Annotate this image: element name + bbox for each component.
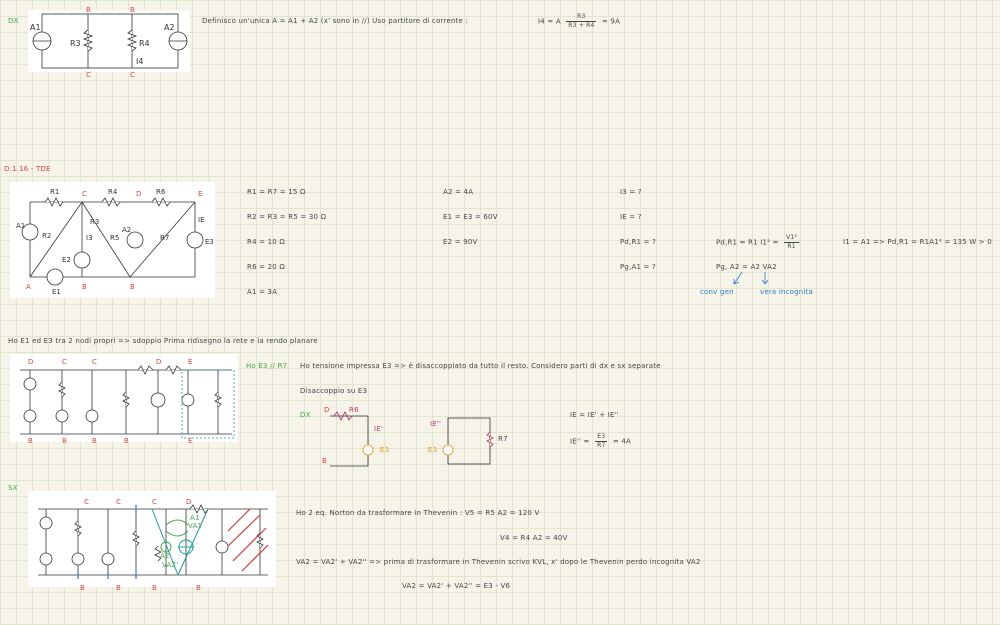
- section4-line3: VA2 = VA2' + VA2'' => prima di trasformare in Thevenin scrivo KVL, x' dopo le Thevenin perdo incognita VA2: [296, 558, 701, 566]
- param-r4: R4 = 10 Ω: [247, 238, 285, 246]
- sub2-label-e3: E3: [428, 446, 438, 454]
- section1-formula: [538, 13, 620, 30]
- fig1-label-a2: A2: [164, 23, 175, 32]
- fig4-node-c3: C: [152, 498, 158, 506]
- fig4-node-b3: B: [152, 584, 158, 592]
- formula-denominator: R3 + R4: [568, 22, 595, 29]
- eq-ie2-fraction: [595, 433, 607, 450]
- section4-line4: VA2 = VA2' + VA2'' = E3 - V6: [402, 582, 511, 590]
- section1-text: Definisco un'unica A = A1 + A2 (x' sono in //) Uso partitore di corrente :: [202, 17, 469, 25]
- circuit-drawing-1: [28, 10, 190, 72]
- fig2-label-r2: R2: [42, 232, 52, 240]
- fig4-label-a1: A1: [190, 514, 200, 522]
- section4-line1: Ho 2 eq. Norton da trasformare in Thevenin : V5 = R5 A2 = 120 V: [296, 509, 540, 517]
- fig2-label-r1: R1: [50, 188, 60, 196]
- fig4-node-b4: B: [196, 584, 202, 592]
- fig1-label-r3: R3: [70, 39, 81, 48]
- circuit-drawing-3: [10, 354, 238, 442]
- fig2-label-ie: IE: [198, 216, 205, 224]
- formula-lhs: I4 = A: [538, 17, 561, 26]
- fig4-node-c1: C: [84, 498, 90, 506]
- pd-formula-lhs: Pd,R1 = R1 I1² =: [716, 238, 782, 247]
- eq-ie2-lhs: IE'' =: [570, 437, 590, 446]
- fig1-node-b-left: B: [86, 6, 92, 14]
- fig2-node-c: C: [82, 190, 88, 198]
- section3-dx-tag: DX: [300, 411, 311, 419]
- fig1-node-c-right: C: [130, 71, 136, 79]
- pd-numerator: V1²: [786, 234, 798, 241]
- fig4-label-a2: A2: [160, 552, 170, 560]
- eq-ie2-rhs: = 4A: [612, 437, 632, 446]
- fig3-node-b4: B: [124, 437, 130, 445]
- pg-formula: Pg, A2 = A2 VA2: [716, 263, 777, 271]
- unknown-i3: I3 = ?: [620, 188, 642, 196]
- fig1-node-b-right: B: [130, 6, 136, 14]
- formula-numerator: R3: [566, 13, 596, 22]
- fig2-node-b-left: B: [82, 283, 88, 291]
- sub2-label-r7: R7: [498, 435, 508, 443]
- fig4-node-b1: B: [80, 584, 86, 592]
- unknown-ie: IE = ?: [620, 213, 642, 221]
- section2-tag: D.1.16 - TDE: [4, 165, 51, 173]
- pd-formula: [716, 234, 802, 251]
- section3-intro: Ho E1 ed E3 tra 2 nodi propri => sdoppio Prima ridisegno la rete e la rendo planare: [8, 337, 318, 345]
- fig4-node-d: D: [186, 498, 192, 506]
- fig2-label-r5: R5: [110, 234, 120, 242]
- fig4-label-va2p: VA2': [162, 561, 179, 569]
- fig3-node-b3: B: [92, 437, 98, 445]
- fig2-label-i3: I3: [86, 234, 93, 242]
- circuit-drawing-2: [10, 182, 215, 298]
- circuit-figure-1: [28, 10, 190, 72]
- param-r6: R6 = 20 Ω: [247, 263, 285, 271]
- fig1-label-i4: I4: [136, 57, 144, 66]
- fig3-node-c-left: C: [62, 358, 68, 366]
- fig4-label-va1: VA1: [188, 522, 203, 530]
- circuit-figure-2: [10, 182, 215, 298]
- fig2-label-r4: R4: [108, 188, 118, 196]
- fig3-node-c-right: C: [92, 358, 98, 366]
- fig2-label-e3: E3: [205, 238, 214, 246]
- pd-denominator: R1: [787, 243, 796, 250]
- sub1-label-r6: R6: [349, 406, 359, 414]
- fig1-label-r4: R4: [139, 39, 150, 48]
- sub1-node-d: D: [324, 406, 330, 414]
- fig2-label-r6: R6: [156, 188, 166, 196]
- annotation-arrows: [720, 270, 780, 290]
- param-a2: A2 = 4A: [443, 188, 474, 196]
- fig2-label-e1: E1: [52, 288, 61, 296]
- eq-ie2: [570, 433, 631, 450]
- fig2-label-a1: A1: [16, 222, 26, 230]
- section1-tag: DX: [8, 17, 19, 25]
- param-r1-r7: R1 = R7 = 15 Ω: [247, 188, 306, 196]
- subcircuit-r7: [440, 414, 496, 468]
- fig3-node-b2: B: [62, 437, 68, 445]
- section4-line2: V4 = R4 A2 = 40V: [500, 534, 568, 542]
- param-e1-e3: E1 = E3 = 60V: [443, 213, 498, 221]
- eq-ie2-denominator: R7: [597, 442, 606, 449]
- fig3-node-d-right: D: [156, 358, 162, 366]
- right-note: I1 = A1 => Pd,R1 = R1A1² = 135 W > 0: [843, 238, 992, 246]
- fig2-node-d: D: [136, 190, 142, 198]
- section3-ho-text: Ho tensione impressa E3 => è disaccoppiato da tutto il resto. Considero parti di dx e sx separate: [300, 362, 661, 370]
- fig2-label-a2: A2: [122, 226, 132, 234]
- unknown-pd-r1: Pd,R1 = ?: [620, 238, 657, 246]
- param-r2-r3-r5: R2 = R3 = R5 = 30 Ω: [247, 213, 327, 221]
- fig2-node-a: A: [26, 283, 31, 291]
- fig2-node-b-right: B: [130, 283, 136, 291]
- formula-fraction: [566, 13, 596, 30]
- section3-ho-label: Ho E3 // R7: [246, 362, 288, 370]
- fig4-node-c2: C: [116, 498, 122, 506]
- fig1-label-a1: A1: [30, 23, 41, 32]
- sub1-label-ie1: IE': [374, 425, 384, 433]
- fig3-node-d: D: [28, 358, 34, 366]
- eq-ie2-numerator: E3: [595, 433, 607, 442]
- note-vera-incognita: vera incognita: [760, 288, 814, 296]
- eq-ie-sum: IE = IE' + IE'': [570, 411, 619, 419]
- fig2-label-r7: R7: [160, 234, 170, 242]
- fig3-node-e-bottom: E: [188, 437, 193, 445]
- section4-tag: SX: [8, 484, 18, 492]
- sub1-label-e3: E3: [380, 446, 390, 454]
- note-conv-gen: conv gen: [700, 288, 734, 296]
- param-a1: A1 = 3A: [247, 288, 278, 296]
- param-e2: E2 = 90V: [443, 238, 478, 246]
- section3-disaccoppio: Disaccoppio su E3: [300, 387, 368, 395]
- sub1-node-b: B: [322, 457, 328, 465]
- pd-fraction: [784, 234, 799, 251]
- fig1-node-c-left: C: [86, 71, 92, 79]
- circuit-figure-3: [10, 354, 238, 442]
- sub2-label-ie2: IE'': [430, 420, 442, 428]
- fig2-node-e: E: [198, 190, 203, 198]
- unknown-pg-a1: Pg,A1 = ?: [620, 263, 656, 271]
- fig3-node-e: E: [188, 358, 193, 366]
- fig2-label-r3: R3: [90, 218, 100, 226]
- fig3-node-b1: B: [28, 437, 34, 445]
- formula-rhs: = 9A: [601, 17, 621, 26]
- fig2-label-e2: E2: [62, 256, 71, 264]
- fig4-node-b2: B: [116, 584, 122, 592]
